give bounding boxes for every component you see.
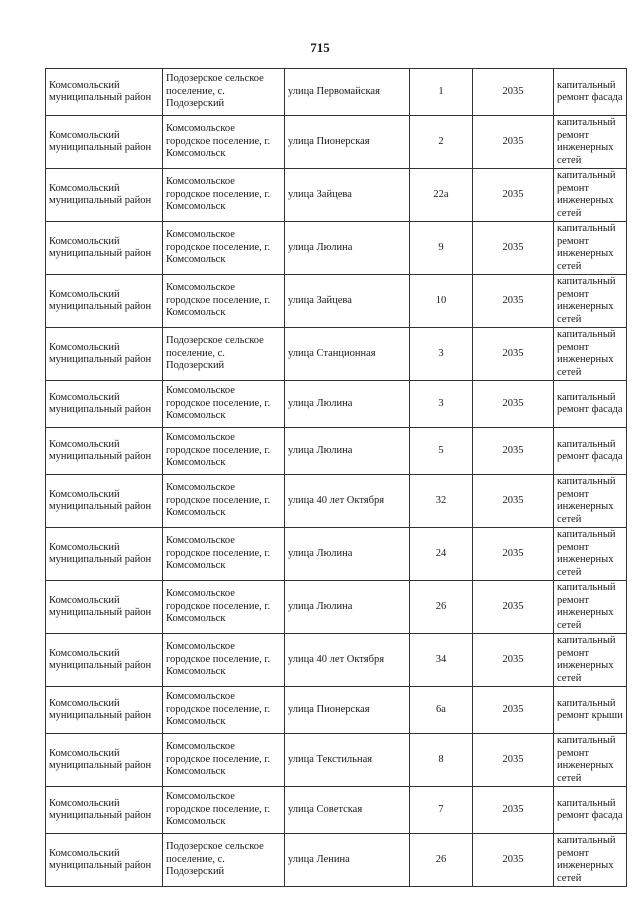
district-cell: Комсомольский муниципальный район <box>46 687 163 734</box>
district-cell: Комсомольский муниципальный район <box>46 222 163 275</box>
table-row <box>46 581 627 634</box>
work-type-cell: капитальный ремонт инженерных сетей <box>554 528 627 581</box>
house-number-cell: 1 <box>410 69 473 116</box>
settlement-cell: Комсомольское городское поселение, г. Комсомольск <box>163 528 285 581</box>
district-cell: Комсомольский муниципальный район <box>46 428 163 475</box>
year-cell: 2035 <box>473 275 554 328</box>
street-cell: улица Советская <box>285 787 410 834</box>
settlement-cell: Комсомольское городское поселение, г. Комсомольск <box>163 634 285 687</box>
settlement-cell: Подозерское сельское поселение, с. Подозерский <box>163 328 285 381</box>
house-number-cell: 9 <box>410 222 473 275</box>
work-type-cell: капитальный ремонт фасада <box>554 787 627 834</box>
street-cell: улица Люлина <box>285 381 410 428</box>
house-number-cell: 6а <box>410 687 473 734</box>
street-cell: улица Ленина <box>285 834 410 887</box>
table-row <box>46 687 627 734</box>
table-row <box>46 834 627 887</box>
street-cell: улица Люлина <box>285 581 410 634</box>
district-cell: Комсомольский муниципальный район <box>46 169 163 222</box>
work-type-cell: капитальный ремонт инженерных сетей <box>554 581 627 634</box>
street-cell: улица Люлина <box>285 428 410 475</box>
year-cell: 2035 <box>473 69 554 116</box>
table-row <box>46 787 627 834</box>
work-type-cell: капитальный ремонт фасада <box>554 69 627 116</box>
district-cell: Комсомольский муниципальный район <box>46 734 163 787</box>
work-type-cell: капитальный ремонт крыши <box>554 687 627 734</box>
district-cell: Комсомольский муниципальный район <box>46 787 163 834</box>
year-cell: 2035 <box>473 634 554 687</box>
house-number-cell: 26 <box>410 834 473 887</box>
district-cell: Комсомольский муниципальный район <box>46 69 163 116</box>
house-number-cell: 3 <box>410 381 473 428</box>
district-cell: Комсомольский муниципальный район <box>46 528 163 581</box>
work-type-cell: капитальный ремонт инженерных сетей <box>554 475 627 528</box>
table-row <box>46 475 627 528</box>
street-cell: улица Станционная <box>285 328 410 381</box>
house-number-cell: 8 <box>410 734 473 787</box>
settlement-cell: Комсомольское городское поселение, г. Комсомольск <box>163 787 285 834</box>
year-cell: 2035 <box>473 687 554 734</box>
house-number-cell: 2 <box>410 116 473 169</box>
year-cell: 2035 <box>473 787 554 834</box>
year-cell: 2035 <box>473 581 554 634</box>
settlement-cell: Комсомольское городское поселение, г. Комсомольск <box>163 169 285 222</box>
settlement-cell: Подозерское сельское поселение, с. Подозерский <box>163 69 285 116</box>
work-type-cell: капитальный ремонт инженерных сетей <box>554 222 627 275</box>
settlement-cell: Комсомольское городское поселение, г. Комсомольск <box>163 581 285 634</box>
table-row <box>46 116 627 169</box>
work-type-cell: капитальный ремонт инженерных сетей <box>554 169 627 222</box>
table-row <box>46 528 627 581</box>
district-cell: Комсомольский муниципальный район <box>46 475 163 528</box>
table-row <box>46 634 627 687</box>
street-cell: улица Первомайская <box>285 69 410 116</box>
district-cell: Комсомольский муниципальный район <box>46 381 163 428</box>
street-cell: улица Пионерская <box>285 687 410 734</box>
year-cell: 2035 <box>473 734 554 787</box>
year-cell: 2035 <box>473 381 554 428</box>
work-type-cell: капитальный ремонт инженерных сетей <box>554 116 627 169</box>
year-cell: 2035 <box>473 834 554 887</box>
house-number-cell: 10 <box>410 275 473 328</box>
street-cell: улица Текстильная <box>285 734 410 787</box>
settlement-cell: Комсомольское городское поселение, г. Комсомольск <box>163 116 285 169</box>
house-number-cell: 24 <box>410 528 473 581</box>
settlement-cell: Подозерское сельское поселение, с. Подозерский <box>163 834 285 887</box>
year-cell: 2035 <box>473 169 554 222</box>
settlement-cell: Комсомольское городское поселение, г. Комсомольск <box>163 475 285 528</box>
table-row <box>46 328 627 381</box>
street-cell: улица Люлина <box>285 222 410 275</box>
settlement-cell: Комсомольское городское поселение, г. Комсомольск <box>163 734 285 787</box>
year-cell: 2035 <box>473 116 554 169</box>
work-type-cell: капитальный ремонт инженерных сетей <box>554 634 627 687</box>
work-type-cell: капитальный ремонт инженерных сетей <box>554 328 627 381</box>
street-cell: улица Зайцева <box>285 169 410 222</box>
district-cell: Комсомольский муниципальный район <box>46 834 163 887</box>
year-cell: 2035 <box>473 328 554 381</box>
house-number-cell: 7 <box>410 787 473 834</box>
settlement-cell: Комсомольское городское поселение, г. Комсомольск <box>163 428 285 475</box>
repair-schedule-table <box>45 68 627 887</box>
table-row <box>46 275 627 328</box>
table-row <box>46 734 627 787</box>
house-number-cell: 32 <box>410 475 473 528</box>
house-number-cell: 3 <box>410 328 473 381</box>
street-cell: улица Люлина <box>285 528 410 581</box>
house-number-cell: 22а <box>410 169 473 222</box>
year-cell: 2035 <box>473 222 554 275</box>
street-cell: улица 40 лет Октября <box>285 475 410 528</box>
table-row <box>46 222 627 275</box>
street-cell: улица 40 лет Октября <box>285 634 410 687</box>
table-body <box>46 69 627 887</box>
settlement-cell: Комсомольское городское поселение, г. Комсомольск <box>163 381 285 428</box>
work-type-cell: капитальный ремонт инженерных сетей <box>554 734 627 787</box>
district-cell: Комсомольский муниципальный район <box>46 328 163 381</box>
district-cell: Комсомольский муниципальный район <box>46 116 163 169</box>
house-number-cell: 5 <box>410 428 473 475</box>
work-type-cell: капитальный ремонт фасада <box>554 428 627 475</box>
street-cell: улица Пионерская <box>285 116 410 169</box>
table-row <box>46 381 627 428</box>
year-cell: 2035 <box>473 428 554 475</box>
settlement-cell: Комсомольское городское поселение, г. Комсомольск <box>163 275 285 328</box>
year-cell: 2035 <box>473 528 554 581</box>
year-cell: 2035 <box>473 475 554 528</box>
house-number-cell: 34 <box>410 634 473 687</box>
settlement-cell: Комсомольское городское поселение, г. Комсомольск <box>163 222 285 275</box>
street-cell: улица Зайцева <box>285 275 410 328</box>
district-cell: Комсомольский муниципальный район <box>46 275 163 328</box>
table-row <box>46 169 627 222</box>
district-cell: Комсомольский муниципальный район <box>46 634 163 687</box>
work-type-cell: капитальный ремонт инженерных сетей <box>554 275 627 328</box>
house-number-cell: 26 <box>410 581 473 634</box>
work-type-cell: капитальный ремонт фасада <box>554 381 627 428</box>
page-number: 715 <box>310 40 330 55</box>
district-cell: Комсомольский муниципальный район <box>46 581 163 634</box>
table-row <box>46 428 627 475</box>
table-row <box>46 69 627 116</box>
work-type-cell: капитальный ремонт инженерных сетей <box>554 834 627 887</box>
settlement-cell: Комсомольское городское поселение, г. Комсомольск <box>163 687 285 734</box>
